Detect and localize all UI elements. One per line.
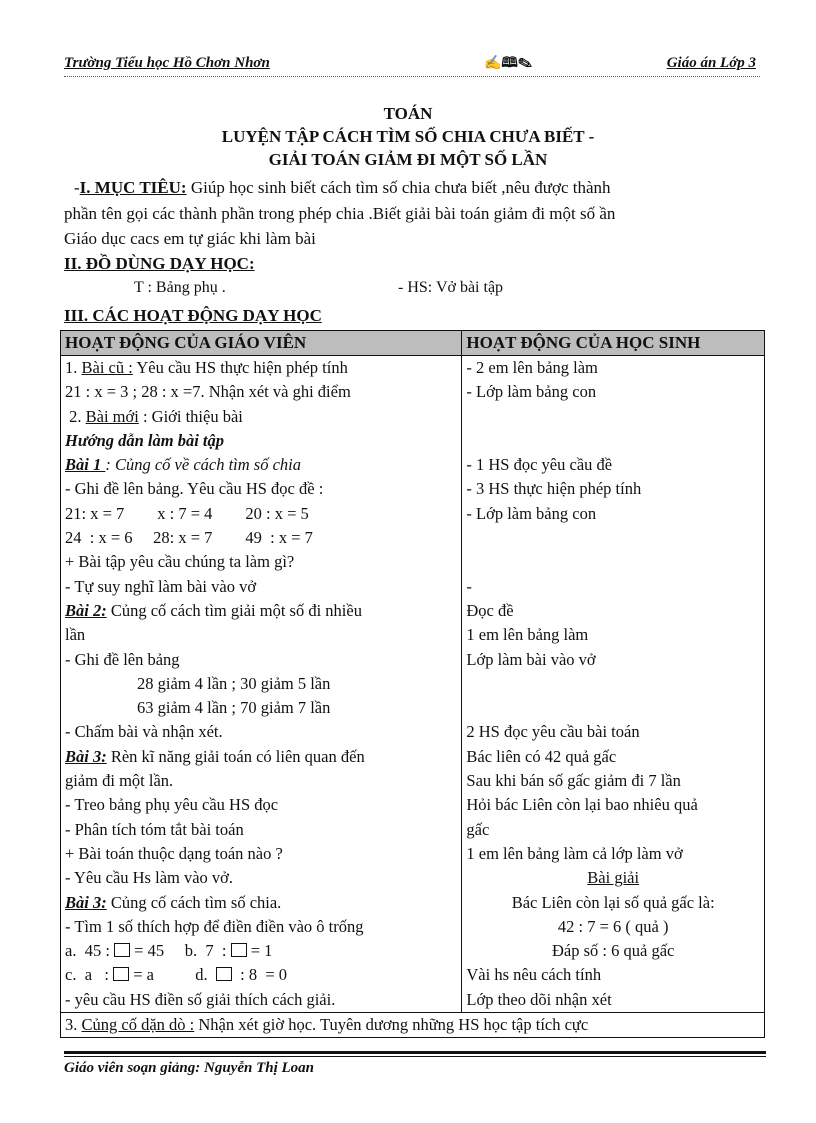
lesson-title-2: GIẢI TOÁN GIẢM ĐI MỘT SỐ LẦN	[268, 150, 548, 169]
objectives-label: I. MỤC TIÊU:	[79, 178, 187, 197]
footer-author: Giáo viên soạn giảng: Nguyễn Thị Loan	[64, 1060, 315, 1076]
page-header	[64, 52, 760, 77]
activities-table	[60, 330, 765, 1038]
grade-label: Giáo án Lớp 3	[666, 55, 756, 71]
blank-box	[231, 943, 247, 957]
school-name: Trường Tiểu học Hồ Chơn Nhơn	[64, 55, 270, 71]
lesson-title-1: LUYỆN TẬP CÁCH TÌM SỐ CHIA CHƯA BIẾT -	[221, 127, 595, 146]
blank-box	[114, 943, 130, 957]
footer-divider-thin	[64, 1056, 766, 1057]
wrap-up-row: 3. Củng cố dặn dò : Nhận xét giờ học. Tuyên dương những HS học tập tích cực	[61, 1013, 765, 1038]
footer-divider	[64, 1051, 766, 1054]
table-header-row	[61, 331, 765, 356]
teacher-column-header: HOẠT ĐỘNG CỦA GIÁO VIÊN	[61, 331, 462, 356]
objectives-line-3: Giáo dục cacs em tự giác khi làm bài	[64, 229, 316, 248]
student-activities: - 2 em lên bảng làm - Lớp làm bảng con - 1 HS đọc yêu cầu đề - 3 HS thực hiện phép tính - Lớp làm bảng con - Đọc đề 1 em lên bảng làm Lớp làm bài vào vở 2 HS đọc yêu cầu bài toán Bác liên có 42 quả gấc Sau khi bán số gấc giảm đi 7 lần Hỏi bác Liên còn lại bao nhiêu quả gấc 1 em lên bảng làm cả lớp làm vở Bài giải Bác Liên còn lại số quả gấc là: 42 : 7 = 6 ( quả ) Đáp số : 6 quả gấc Vài hs nêu cách tính Lớp theo dõi nhận xét	[462, 356, 765, 1013]
materials-student: - HS: Vở bài tập	[398, 279, 504, 296]
blank-box	[113, 967, 129, 981]
objectives-line-2: phần tên gọi các thành phần trong phép chia .Biết giải bài toán giảm đi một số ần	[64, 204, 616, 223]
subject-title: TOÁN	[383, 104, 433, 123]
table-row	[61, 1013, 765, 1038]
table-row	[61, 356, 765, 1013]
ornament-icon: ✍🕮✎	[484, 55, 532, 71]
materials-label: II. ĐỒ DÙNG DẠY HỌC:	[64, 254, 255, 273]
activities-label: III. CÁC HOẠT ĐỘNG DẠY HỌC	[64, 306, 322, 325]
materials-teacher: T : Bảng phụ .	[134, 279, 226, 296]
teacher-activities: 1. Bài cũ : Yêu cầu HS thực hiện phép tính 21 : x = 3 ; 28 : x =7. Nhận xét và ghi điểm 2. Bài mới : Giới thiệu bài Hướng dẫn làm bài tập Bài 1 : Củng cố về cách tìm số chia - Ghi đề lên bảng. Yêu cầu HS đọc đề : 21: x = 7 x : 7 = 4 20 : x = 5 24 : x = 6 28: x = 7 49 : x = 7 + Bài tập yêu cầu chúng ta làm gì? - Tự suy nghĩ làm bài vào vở Bài 2: Củng cố cách tìm giải một số đi nhiều lần - Ghi đề lên bảng 28 giảm 4 lần ; 30 giảm 5 lần 63 giảm 4 lần ; 70 giảm 7 lần - Chấm bài và nhận xét. Bài 3: Rèn kĩ năng giải toán có liên quan đến giảm đi một lần. - Treo bảng phụ yêu cầu HS đọc - Phân tích tóm tắt bài toán + Bài toán thuộc dạng toán nào ? - Yêu cầu Hs làm vào vở. Bài 3: Củng cố cách tìm số chia. - Tìm 1 số thích hợp để điền điền vào ô trống a. 45 : = 45 b. 7 : = 1 c. a : = a d. : 8 = 0 - yêu cầu HS điền số giải thích cách giải.	[61, 356, 462, 1013]
blank-box	[216, 967, 232, 981]
student-column-header: HOẠT ĐỘNG CỦA HỌC SINH	[462, 331, 765, 356]
objectives-line-1: -I. MỤC TIÊU: Giúp học sinh biết cách tìm số chia chưa biết ,nêu được thành	[74, 178, 611, 197]
